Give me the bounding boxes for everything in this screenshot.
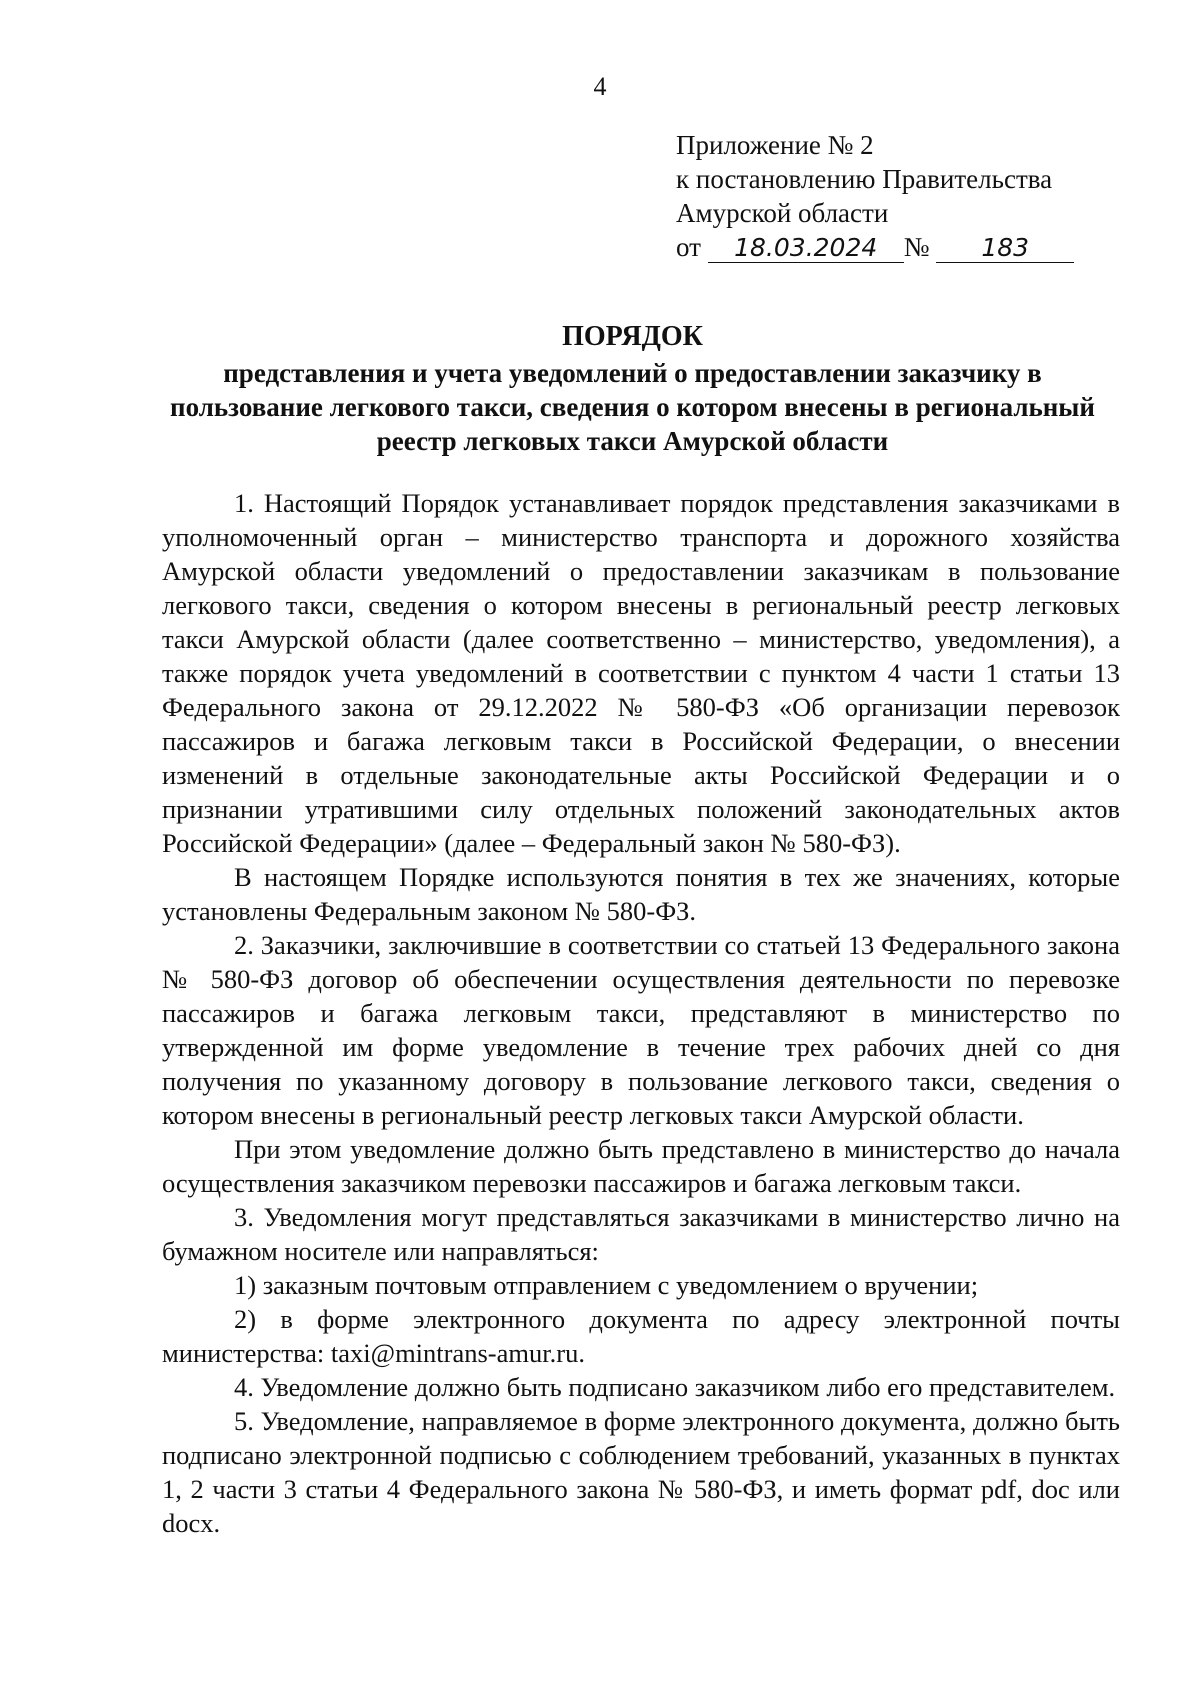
paragraph-1: 1. Настоящий Порядок устанавливает порядок представления заказчиками в уполномоченный орган – министерство транспорта и дорожного хозяйства Амурской области уведомлений о предоставлении заказчикам в пользование легкового такси, сведения о котором внесены в региональный реестр легковых такси Амурской области (далее соответственно – министерство, уведомления), а также порядок учета уведомлений в соответствии с пунктом 4 части 1 статьи 13 Федерального закона от 29.12.2022 № 580-ФЗ «Об организации перевозок пассажиров и багажа легковым такси в Российской Федерации, о внесении изменений в отдельные законодательные акты Российской Федерации и о признании утратившими силу отдельных положений законодательных актов Российской Федерации» (далее – Федеральный закон № 580-ФЗ). [162, 488, 1120, 858]
paragraph-5: 5. Уведомление, направляемое в форме электронного документа, должно быть подписано электронной подписью с соблюдением требований, указанных в пунктах 1, 2 части 3 статьи 4 Федерального закона № 580-ФЗ, и иметь формат pdf, doc или docx. [162, 1406, 1120, 1538]
paragraph-4: 4. Уведомление должно быть подписано заказчиком либо его представителем. [234, 1372, 1116, 1402]
page-number: 4 [593, 72, 607, 101]
handwritten-number: 183 [936, 234, 1074, 263]
document-title: ПОРЯДОК [562, 321, 703, 352]
appendix-line-2: к постановлению Правительства [676, 164, 1053, 194]
paragraph-3: 3. Уведомления могут представляться заказчиками в министерство лично на бумажном носителе или направляться: [162, 1202, 1120, 1266]
document-body [162, 486, 1120, 1540]
document-title-block [160, 320, 1105, 458]
appendix-line-3: Амурской области [676, 198, 889, 228]
appendix-header [676, 128, 1074, 264]
paragraph-1-definitions: В настоящем Порядке используются понятия в тех же значениях, которые установлены Федеральным законом № 580-ФЗ. [162, 862, 1120, 926]
document-subtitle: представления и учета уведомлений о предоставлении заказчику в пользование легкового такси, сведения о котором внесены в региональный реестр легковых такси Амурской области [170, 358, 1095, 456]
paragraph-3-item-2: 2) в форме электронного документа по адресу электронной почты министерства: taxi@mintrans-amur.ru. [162, 1304, 1120, 1368]
number-label: № [903, 232, 930, 262]
date-prefix: от [676, 232, 701, 262]
appendix-date-line [676, 230, 1074, 264]
paragraph-2-note: При этом уведомление должно быть представлено в министерство до начала осуществления заказчиком перевозки пассажиров и багажа легковым такси. [162, 1134, 1120, 1198]
handwritten-date: 18.03.2024 [708, 234, 904, 263]
appendix-line-1: Приложение № 2 [676, 130, 874, 160]
paragraph-2: 2. Заказчики, заключившие в соответствии со статьей 13 Федерального закона № 580-ФЗ договор об обеспечении осуществления деятельности по перевозке пассажиров и багажа легковым такси, представляют в министерство по утвержденной им форме уведомление в течение трех рабочих дней со дня получения по указанному договору в пользование легкового такси, сведения о котором внесены в региональный реестр легковых такси Амурской области. [162, 930, 1120, 1130]
paragraph-3-item-1: 1) заказным почтовым отправлением с уведомлением о вручении; [234, 1270, 979, 1300]
